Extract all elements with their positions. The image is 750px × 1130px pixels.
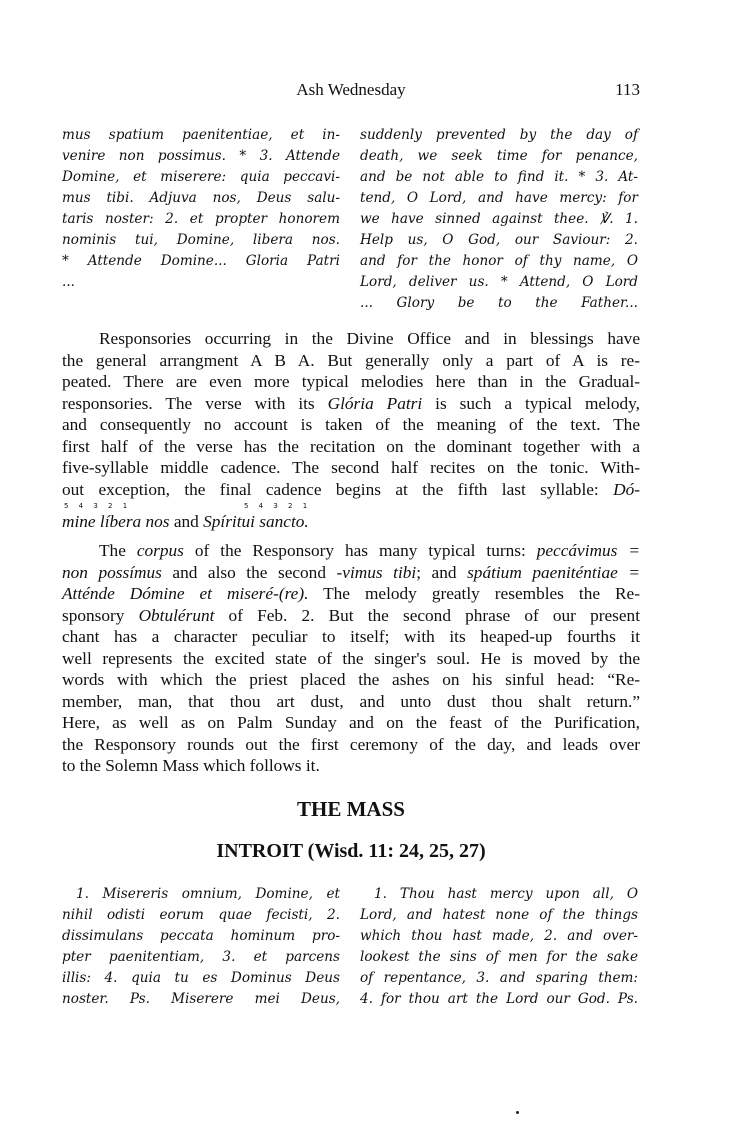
latin-line: mus tibi. Adjuva nos, Deus salu- [62,190,340,206]
latin-line: * Attende Domine... Gloria Patri [62,253,340,269]
running-title: Ash Wednesday [296,80,406,99]
introit-parallel-text [62,884,640,1014]
text-line: Responsories occurring in the Divine Office and in blessings have [99,329,640,348]
text-line: the Responsory rounds out the first ceremony of the day, and leads over [62,734,640,754]
english-line: Lord, deliver us. * Attend, O Lord [360,274,638,290]
syllable-numerals-2: 5 4 3 2 1 [244,502,312,510]
commentary-paragraph-1 [62,328,640,500]
text-line: sponsory Obtulérunt of Feb. 2. But the second phrase of our present [62,605,640,625]
english-line: we have sinned against thee. ℣. 1. [360,211,638,227]
english-line: Lord, and hatest none of the things [360,907,638,923]
page-number: 113 [615,80,640,99]
text-line: non possímus and also the second -vimus tibi; and spátium paeniténtiae = [62,562,640,582]
text-line: The corpus of the Responsory has many typical turns: peccávimus = [99,541,641,560]
latin-line: dissimulans peccata hominum pro- [62,928,340,944]
text-line: Atténde Dómine et miseré-(re). The melody greatly resembles the Re- [62,584,640,603]
latin-line: mus spatium paenitentiae, et in- [62,127,340,143]
responsory-latin-column [62,125,340,293]
latin-line: illis: 4. quia tu es Dominus Deus [62,970,340,986]
introit-english-column [360,884,638,1010]
introit-latin-column [62,884,340,1010]
text-line: to the Solemn Mass which follows it. [62,756,320,775]
english-line: lookest the sins of men for the sake [360,949,638,965]
text-line: mine líbera nos and Spíritui sancto. [62,512,309,531]
responsory-parallel-text [62,125,640,315]
print-speck [516,1111,519,1114]
text-line: five-syllable middle cadence. The second half recites on the tonic. With- [62,458,640,477]
latin-line: Domine, et miserere: quia peccavi- [62,169,340,185]
latin-line: pter paenitentiam, 3. et parcens [62,949,340,965]
latin-line: venire non possimus. * 3. Attende [62,148,340,164]
latin-line: 1. Misereris omnium, Domine, et [76,886,340,902]
english-line: 4. for thou art the Lord our God. Ps. [360,991,638,1007]
gloria-patri-term: Glória Patri [327,393,423,413]
english-line: and for the honor of thy name, O [360,253,638,269]
latin-line: ... [62,274,75,290]
text-line: peated. There are even more typical melodies here than in the Gradual- [62,372,640,391]
text-line: out exception, the final cadence begins at the fifth last syllable: Dó- [62,479,640,499]
syllable-numerals-1: 5 4 3 2 1 [64,502,132,510]
latin-line: nominis tui, Domine, libera nos. [62,232,340,248]
introit-reference: (Wisd. 11: 24, 25, 27) [307,840,486,862]
text-line: chant has a character peculiar to itself; with its heaped-up fourths it [62,627,640,646]
text-line: well represents the excited state of the singer's soul. He is moved by the [62,648,640,668]
english-line: and be not able to find it. * 3. At- [360,169,638,185]
text-line: responsories. The verse with its Glória Patri is such a typical melody, [62,393,640,413]
text-line: Here, as well as on Palm Sunday and on the feast of the Purification, [62,713,640,732]
english-line: which thou hast made, 2. and over- [360,928,638,944]
latin-line: nihil odisti eorum quae fecisti, 2. [62,907,340,923]
mass-heading: THE MASS [297,797,405,821]
text-line: member, man, that thou art dust, and unto dust thou shalt return.” [62,691,640,711]
english-line: of repentance, 3. and sparing them: [360,970,638,986]
english-line: Help us, O God, our Saviour: 2. [360,232,638,248]
introit-heading [62,840,640,863]
english-line: death, we seek time for penance, [360,148,638,164]
page-header [62,80,640,104]
english-line: tend, O Lord, and have mercy: for [360,190,638,206]
commentary-paragraph-2 [62,540,640,777]
english-line: 1. Thou hast mercy upon all, O [374,886,638,902]
latin-line: taris noster: 2. et propter honorem [62,211,340,227]
text-line: words with which the priest placed the ashes on his sinful head: “Re- [62,670,640,689]
responsory-english-column [360,125,638,314]
text-line: first half of the verse has the recitation on the dominant together with a [62,436,640,456]
commentary-example-line [62,511,640,533]
english-line: ... Glory be to the Father... [360,295,638,311]
text-line: the general arrangment A B A. But generally only a part of A is re- [62,350,640,370]
english-line: suddenly prevented by the day of [360,127,638,143]
latin-line: noster. Ps. Miserere mei Deus, [62,991,340,1007]
introit-label: INTROIT [216,840,303,862]
text-line: and consequently no account is taken of the meaning of the text. The [62,415,640,434]
